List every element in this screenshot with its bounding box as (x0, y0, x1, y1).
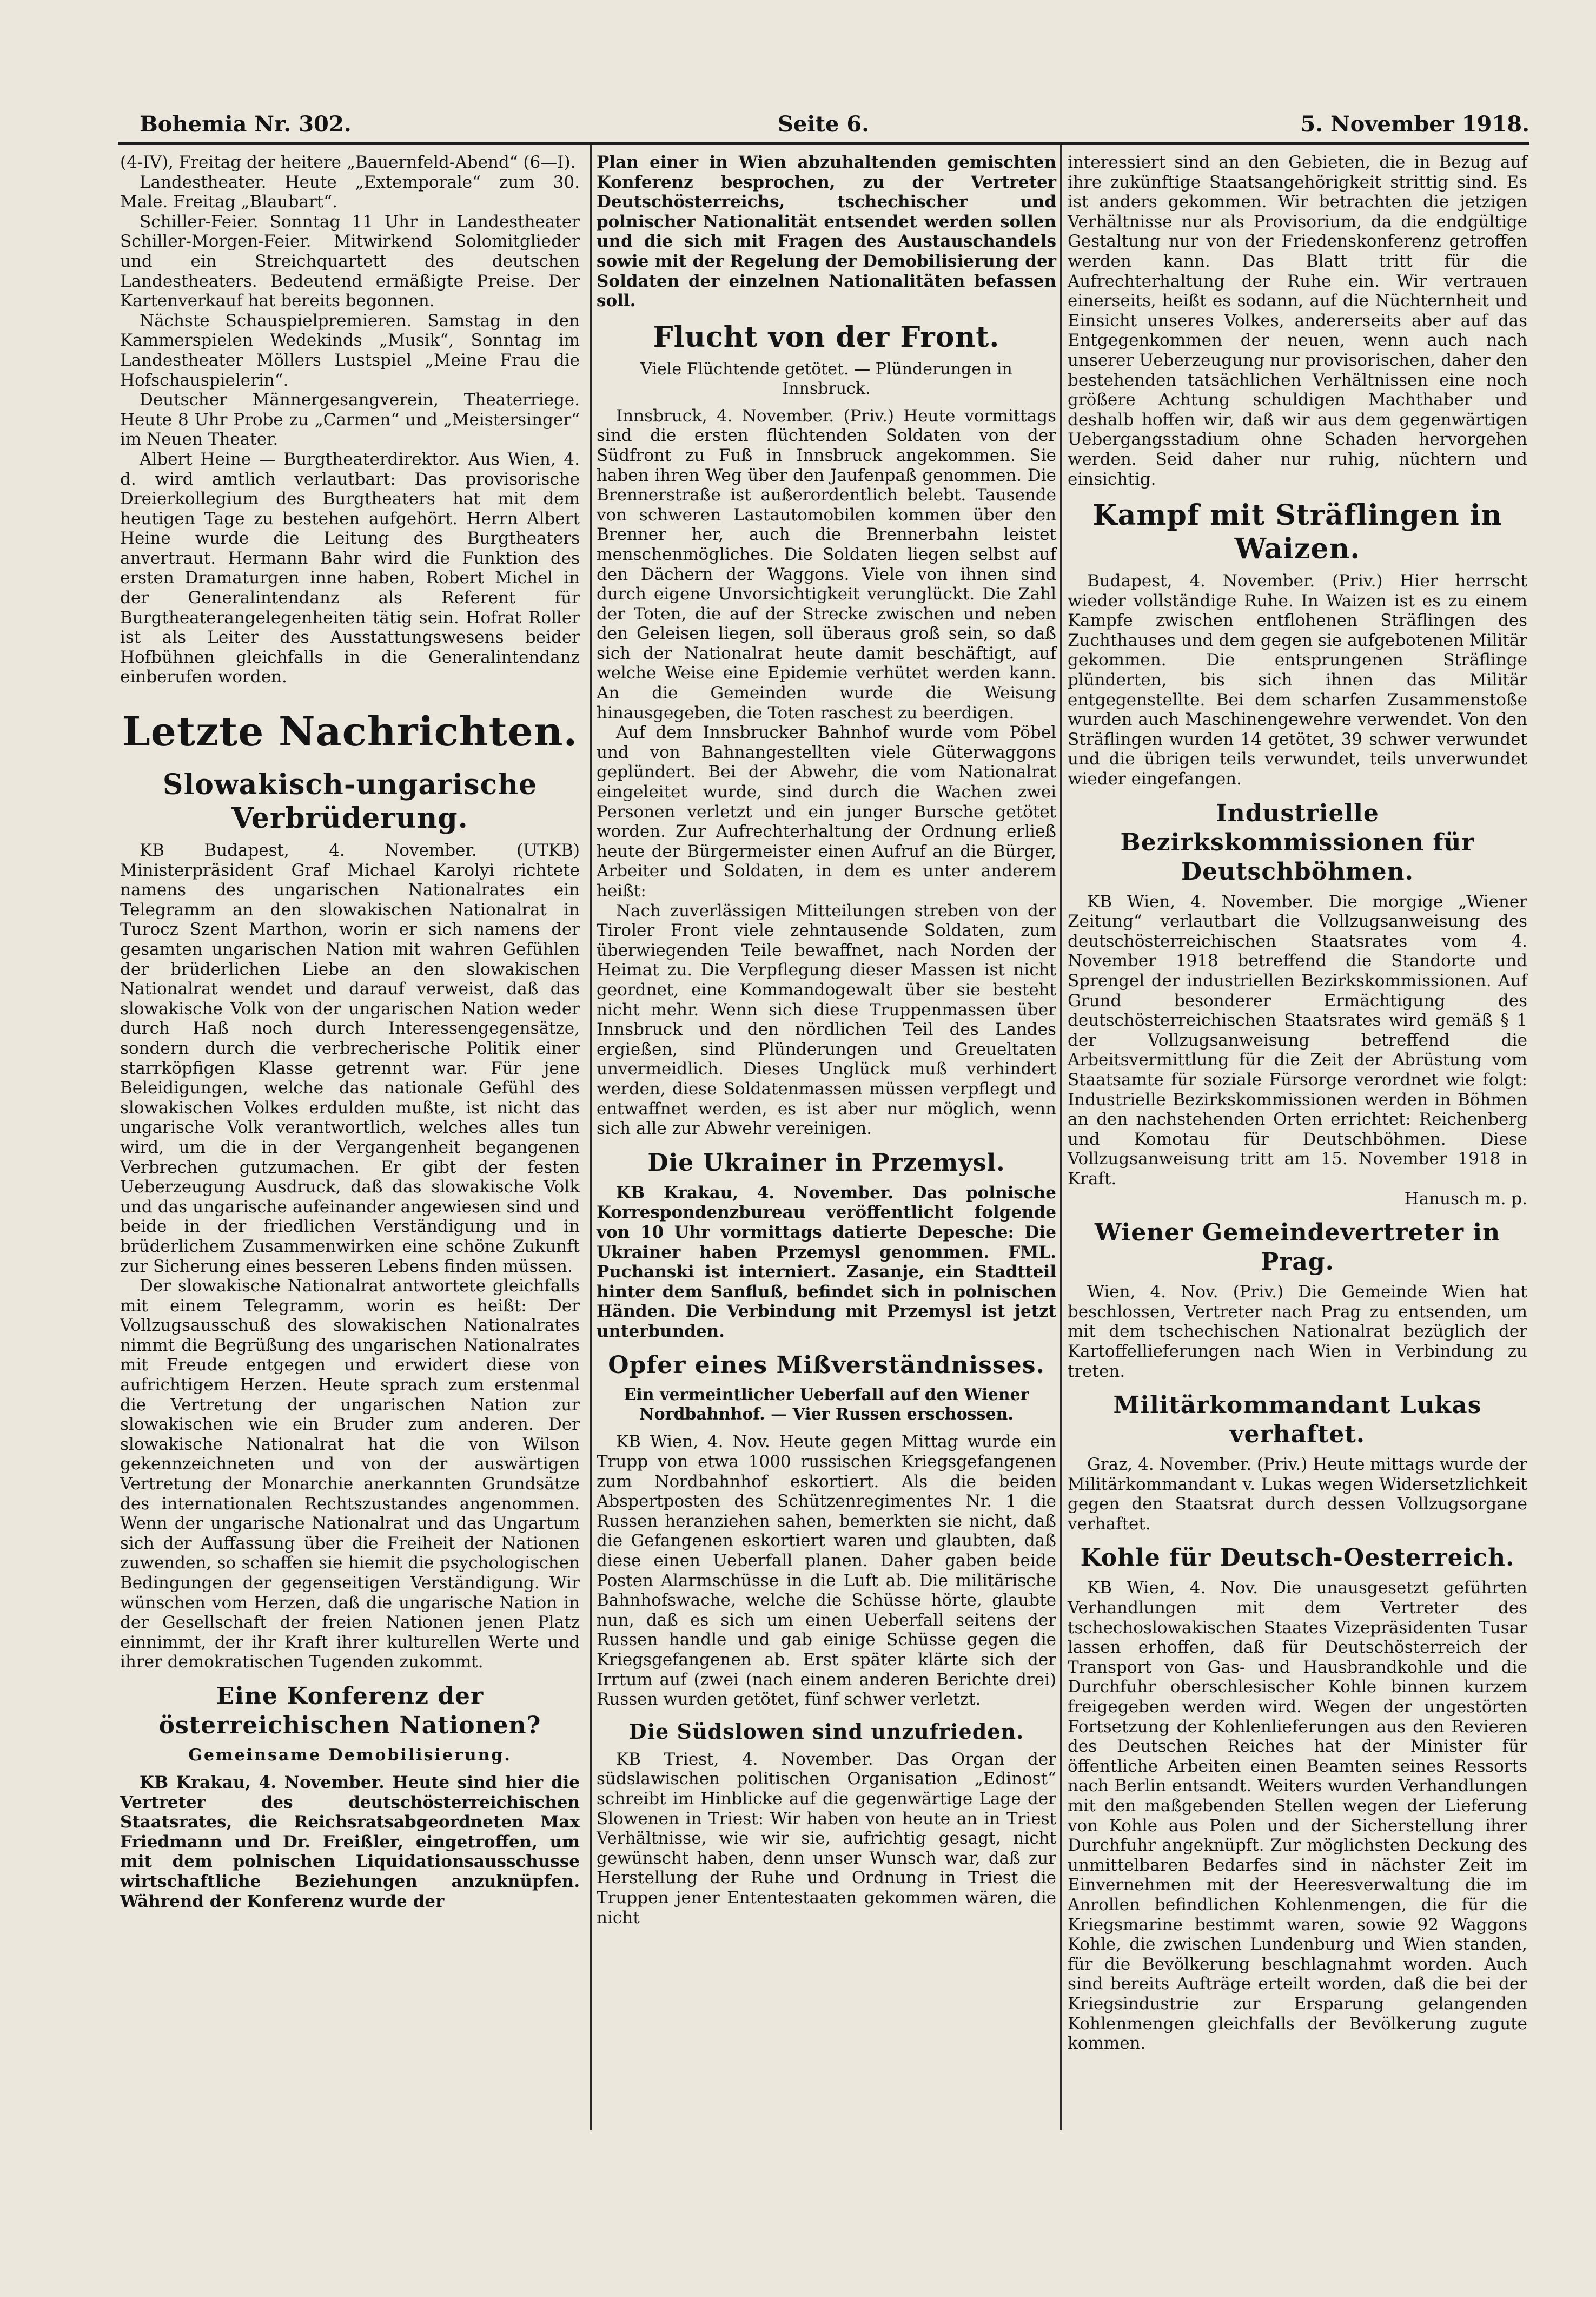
article-text: Budapest, 4. November. (Priv.) Hier herrscht wieder vollständige Ruhe. In Waizen ist es zu einem Kampfe zwischen entflohenen Sträflingen des Zuchthauses und dem gegen sie aufgebotenen Militär gekommen. Die entsprungenen Sträflinge plünderten, bis sich ihnen das Militär entgegenstellte. Bei dem scharfen Zusammenstoße wurden auch Maschinengewehre verwendet. Von den Sträflingen wurden 14 getötet, 39 schwer verwundet und die übrigen teils verwundet, teils unverwundet wieder eingefangen. (1068, 571, 1527, 789)
article-signature: Hanusch m. p. (1404, 1189, 1527, 1209)
article-headline: Slowakisch-ungarische Verbrüderung. (162, 768, 538, 835)
article-text: KB Wien, 4. Nov. Heute gegen Mittag wurde ein Trupp von etwa 1000 russischen Kriegsgefangenen zum Nordbahnhof eskortiert. Als die beiden Abspertposten des Schützenregimentes Nr. 1 die Russen heranziehen sahen, bemerkten sie nicht, daß die Gefangenen eskortiert waren und glaubten, daß diese einen Ueberfall planen. Daher gaben beide Posten Alarmschüsse in die Luft ab. Die militärische Bahnhofswache, welche die Schüsse hörte, glaubte nun, daß es sich um einen Ueberfall seitens der Russen handle und gab einige Schüsse gegen die Kriegsgefangenen ab. Erst später klärte sich der Irrtum auf (zwei (nach einem anderen Berichte drei) Russen wurden getötet, fünf schwer verletzt. (597, 1432, 1056, 1709)
article-headline: Flucht von der Front. (653, 320, 1000, 354)
masthead-rule (118, 142, 1529, 145)
masthead-paper-name: Bohemia Nr. 302. (140, 111, 352, 137)
article-headline: Die Südslowen sind unzufrieden. (628, 1719, 1024, 1744)
article-text: Nächste Schauspielpremieren. Samstag in den Kammerspielen Wedekinds „Musik“, Sonntag im Landestheater Möllers Lustspiel „Meine Frau die Hofschauspielerin“. (120, 311, 580, 390)
article-text: Nach zuverlässigen Mitteilungen streben von der Tiroler Front viele zehntausende Soldaten, zum überwiegenden Teile bewaffnet, nach Norden der Heimat zu. Die Verpflegung dieser Massen ist nicht geordnet, eine Kommandogewalt über sie besteht nicht mehr. Wenn sich diese Truppenmassen über Innsbruck und den nördlichen Teil des Landes ergießen, sind Plünderungen und Greueltaten unvermeidlich. Dieses Unglück muß verhindert werden, diese Soldatenmassen müssen verpflegt und entwaffnet werden, es ist aber nur möglich, wenn sich alle zur Abwehr vereinigen. (597, 901, 1056, 1139)
article-text: KB Triest, 4. November. Das Organ der südslawischen politischen Organisation „Edinost“ schreibt im Hinblicke auf die gegenwärtige Lage der Slowenen in Triest: Wir haben von heute an in Triest Verhältnisse, wie wir sie, aufrichtig gesagt, nicht gewünscht haben, denn unser Wunsch war, daß zur Herstellung der Ruhe und Ordnung in Triest die Truppen jener Ententestaaten gekommen wären, die nicht (597, 1749, 1056, 1928)
column-1 (120, 153, 580, 1911)
article-text: Plan einer in Wien abzuhaltenden gemischten Konferenz besprochen, zu der Vertreter Deutschösterreichs, tschechischer und polnischer Nationalität entsendet werden sollen und die sich mit Fragen des Austauschandels sowie mit der Regelung der Demobilisierung der Soldaten der einzelnen Nationalitäten befassen soll. (597, 153, 1056, 311)
article-headline: Kampf mit Sträflingen in Waizen. (1092, 499, 1502, 566)
masthead-date: 5. November 1918. (1300, 111, 1529, 137)
article-text: Deutscher Männergesangverein, Theaterriege. Heute 8 Uhr Probe zu „Carmen“ und „Meistersinger“ im Neuen Theater. (120, 390, 580, 450)
article-headline: Die Ukrainer in Przemysl. (647, 1148, 1005, 1177)
article-headline: Opfer eines Mißverständnisses. (608, 1351, 1045, 1379)
column-divider-1 (590, 145, 592, 2130)
article-headline: Eine Konferenz der österreichischen Nationen? (158, 1682, 541, 1739)
article-text: KB Wien, 4. November. Die morgige „Wiener Zeitung“ verlautbart die Vollzugsanweisung des deutschösterreichischen Staatsrates vom 4. November 1918 betreffend die Standorte und Sprengel der industriellen Bezirkskommissionen. Auf Grund besonderer Ermächtigung des deutschösterreichischen Staatsrates wird gemäß § 1 der Vollzugsanweisung betreffend die Arbeitsvermittlung für die Zeit der Abrüstung vom Staatsamte für soziale Fürsorge verordnet wie folgt: Industrielle Bezirkskommissionen werden in Böhmen an den nachstehenden Orten errichtet: Reichenberg und Komotau für Deutschböhmen. Diese Vollzugsanweisung tritt am 15. November 1918 in Kraft. (1068, 892, 1527, 1189)
article-subheadline: Viele Flüchtende getötet. — Plünderungen in Innsbruck. (640, 359, 1012, 398)
article-text: KB Krakau, 4. November. Das polnische Korrespondenzbureau veröffentlicht folgende von 10 Uhr vormittags datierte Depesche: Die Ukrainer haben Przemysl genommen. FML. Puchanski ist interniert. Zasanje, ein Stadtteil hinter dem Sanfluß, befindet sich in polnischen Händen. Die Verbindung mit Przemysl ist jetzt unterbunden. (597, 1183, 1056, 1341)
article-text: (4-IV), Freitag der heitere „Bauernfeld-Abend“ (6—I). (120, 153, 576, 172)
section-heading: Letzte Nachrichten. (122, 709, 578, 756)
article-text: Graz, 4. November. (Priv.) Heute mittags wurde der Militärkommandant v. Lukas wegen Widersetzlichkeit gegen den Staatsrat durch dessen Vollzugsorgane verhaftet. (1068, 1455, 1527, 1534)
article-text: KB Krakau, 4. November. Heute sind hier die Vertreter des deutschösterreichischen Staatsrates, die Reichsratsabgeordneten Max Friedmann und Dr. Freißler, eingetroffen, um mit dem polnischen Liquidationsausschusse wirtschaftliche Beziehungen anzuknüpfen. Während der Konferenz wurde der (120, 1772, 580, 1911)
article-text: Landestheater. Heute „Extemporale“ zum 30. Male. Freitag „Blaubart“. (120, 172, 580, 212)
article-text: Der slowakische Nationalrat antwortete gleichfalls mit einem Telegramm, worin es heißt: Der Vollzugsausschuß des slowakischen Nationalrates nimmt die Begrüßung des ungarischen Nationalrates mit Freude entgegen und erwidert diese von aufrichtigem Herzen. Heute sprach zum erstenmal die Vertretung der ungarischen Nation zur slowakischen wie ein Bruder zum anderen. Der slowakische Nationalrat hat die von Wilson gekennzeichneten und von der auswärtigen Vertretung der Monarchie anerkannten Grundsätze des internationalen Rechtszustandes angenommen. Wenn der ungarische Nationalrat und das Ungartum sich der Auffassung über die Freiheit der Nationen zuwenden, so schaffen sie hiemit die psychologischen Bedingungen der gegenseitigen Verständigung. Wir wünschen vom Herzen, daß die ungarische Nation in der Gesellschaft der freien Nationen jenen Platz einnimmt, der ihr Kraft ihrer kulturellen Werte und ihrer demokratischen Tugenden zukommt. (120, 1276, 580, 1672)
article-subheadline: Gemeinsame Demobilisierung. (188, 1745, 512, 1765)
article-text: Albert Heine — Burgtheaterdirektor. Aus Wien, 4. d. wird amtlich verlautbart: Das provisorische Dreierkollegium des Burgtheaters hat mit dem heutigen Tage zu bestehen aufgehört. Herrn Albert Heine wurde die Leitung des Burgtheaters anvertraut. Hermann Bahr wird die Funktion des ersten Dramaturgen inne haben, Robert Michel in der Generalintendanz als Referent für Burgtheaterangelegenheiten tätig sein. Hofrat Roller ist als Leiter des Ausstattungswesens beider Hofbühnen gleichfalls in die Generalintendanz einberufen worden. (120, 449, 580, 687)
article-headline: Wiener Gemeindevertreter in Prag. (1094, 1219, 1501, 1276)
column-3 (1068, 153, 1527, 2054)
article-headline: Militärkommandant Lukas verhaftet. (1113, 1391, 1482, 1449)
article-headline: Industrielle Bezirkskommissionen für Deutschböhmen. (1120, 799, 1475, 886)
article-text: Schiller-Feier. Sonntag 11 Uhr in Landestheater Schiller-Morgen-Feier. Mitwirkend Solomitglieder und ein Streichquartett des deutschen Landestheaters. Bedeutend ermäßigte Preise. Der Kartenverkauf hat bereits begonnen. (120, 212, 580, 311)
article-headline: Kohle für Deutsch-Oesterreich. (1080, 1544, 1515, 1572)
article-text: Innsbruck, 4. November. (Priv.) Heute vormittags sind die ersten flüchtenden Soldaten von der Südfront zu Fuß in Innsbruck angekommen. Sie haben ihren Weg über den Jaufenpaß genommen. Die Brennerstraße ist außerordentlich belebt. Tausende von schweren Lastautomobilen kommen über den Brenner her, auch die Brennerbahn leistet menschenmögliches. Die Soldaten liegen selbst auf den Dächern der Waggons. Viele von ihnen sind durch eigene Unvorsichtigkeit verunglückt. Die Zahl der Toten, die auf der Strecke zwischen und neben den Geleisen liegen, soll überaus groß sein, so daß sich der Nationalrat heute damit beschäftigt, auf welche Weise eine Epidemie verhütet werden kann. An die Gemeinden wurde die Weisung hinausgegeben, die Toten raschest zu beerdigen. (597, 406, 1056, 723)
masthead-page-number: Seite 6. (778, 111, 870, 137)
column-divider-2 (1060, 145, 1062, 2130)
article-text: KB Budapest, 4. November. (UTKB) Ministerpräsident Graf Michael Karolyi richtete namens des ungarischen Nationalrates ein Telegramm an den slowakischen Nationalrat in Turocz Szent Marthon, worin er sich namens der gesamten ungarischen Nation mit wahren Gefühlen der brüderlichen Liebe an den slowakischen Nationalrat wendet und darauf verweist, daß das slowakische Volk von der ungarischen Nation weder durch Haß noch durch Interessengegensätze, sondern durch die verbrecherische Politik einer starrköpfigen Klasse getrennt war. Für jene Beleidigungen, welche das nationale Gefühl des slowakischen Volkes erdulden mußte, ist nicht das ungarische Volk verantwortlich, welches alles tun wird, um die in der Vergangenheit begangenen Verbrechen gutzumachen. Er gibt der festen Ueberzeugung Ausdruck, daß das slowakische Volk und das ungarische aufeinander angewiesen sind und beide in der friedlichen Verständigung und in brüderlichem Zusammenwirken eine schöne Zukunft zur Sicherung eines besseren Lebens finden müssen. (120, 841, 580, 1276)
article-text: interessiert sind an den Gebieten, die in Bezug auf ihre zukünftige Staatsangehörigkeit strittig sind. Es ist anders gekommen. Wir betrachten die jetzigen Verhältnisse nur als Provisorium, da die endgültige Gestaltung nur von der Friedenskonferenz getroffen werden kann. Das Blatt tritt für die Aufrechterhaltung der Ruhe ein. Wir vertrauen einerseits, heißt es sodann, auf die Nüchternheit und Einsicht unseres Volkes, andererseits aber auf das Entgegenkommen der neuen, wenn auch nach unserer Ueberzeugung nur provisorischen, daher den bestehenden tatsächlichen Verhältnissen eine noch größere Achtung schuldigen Machthaber und deshalb hoffen wir, daß wir aus dem gegenwärtigen Uebergangsstadium ohne Schaden hervorgehen werden. Seid daher nur ruhig, nüchtern und einsichtig. (1068, 153, 1527, 489)
article-text: Wien, 4. Nov. (Priv.) Die Gemeinde Wien hat beschlossen, Vertreter nach Prag zu entsenden, um mit dem tschechischen Nationalrat bezüglich der Kartoffellieferungen nach Wien in Verbindung zu treten. (1068, 1282, 1527, 1381)
article-text: Auf dem Innsbrucker Bahnhof wurde vom Pöbel und von Bahnangestellten viele Güterwaggons geplündert. Bei der Abwehr, die vom Nationalrat eingeleitet wurde, sind durch die Wachen zwei Personen verletzt und ein junger Bursche getötet worden. Zur Aufrechterhaltung der Ordnung erließ heute der Bürgermeister einen Aufruf an die Bürger, Arbeiter und Soldaten, in dem es unter anderem heißt: (597, 723, 1056, 901)
article-text: KB Wien, 4. Nov. Die unausgesetzt geführten Verhandlungen mit dem Vertreter des tschechoslowakischen Staates Vizepräsidenten Tusar lassen erhoffen, daß für Deutschösterreich der Transport von Gas- und Hausbrandkohle und die Durchfuhr oberschlesischer Kohle binnen kurzem freigegeben werden wird. Wegen der ungestörten Fortsetzung der Kohlenlieferungen aus den Revieren des Deutschen Reiches hat der Minister für öffentliche Arbeiten einen Beamten seines Ressorts nach Berlin entsandt. Weiters wurden Verhandlungen mit den maßgebenden Stellen wegen der Lieferung von Kohle aus Polen und der Sicherstellung ihrer Durchfuhr angeknüpft. Zur möglichsten Deckung des unmittelbaren Bedarfes sind in nächster Zeit im Einvernehmen mit der Heeresverwaltung die im Anrollen befindlichen Kohlenmengen, die für die Kriegsmarine bestimmt waren, sowie 92 Waggons Kohle, die zwischen Lundenburg und Wien standen, für die Bevölkerung beschlagnahmt worden. Auch sind bereits Aufträge erteilt worden, daß die bei der Kriegsindustrie zur Ersparung gelangenden Kohlenmengen gleichfalls der Bevölkerung zugute kommen. (1068, 1578, 1527, 2054)
column-2 (597, 153, 1056, 1928)
masthead (140, 106, 1529, 144)
article-subheadline: Ein vermeintlicher Ueberfall auf den Wiener Nordbahnhof. — Vier Russen erschossen. (624, 1385, 1029, 1424)
